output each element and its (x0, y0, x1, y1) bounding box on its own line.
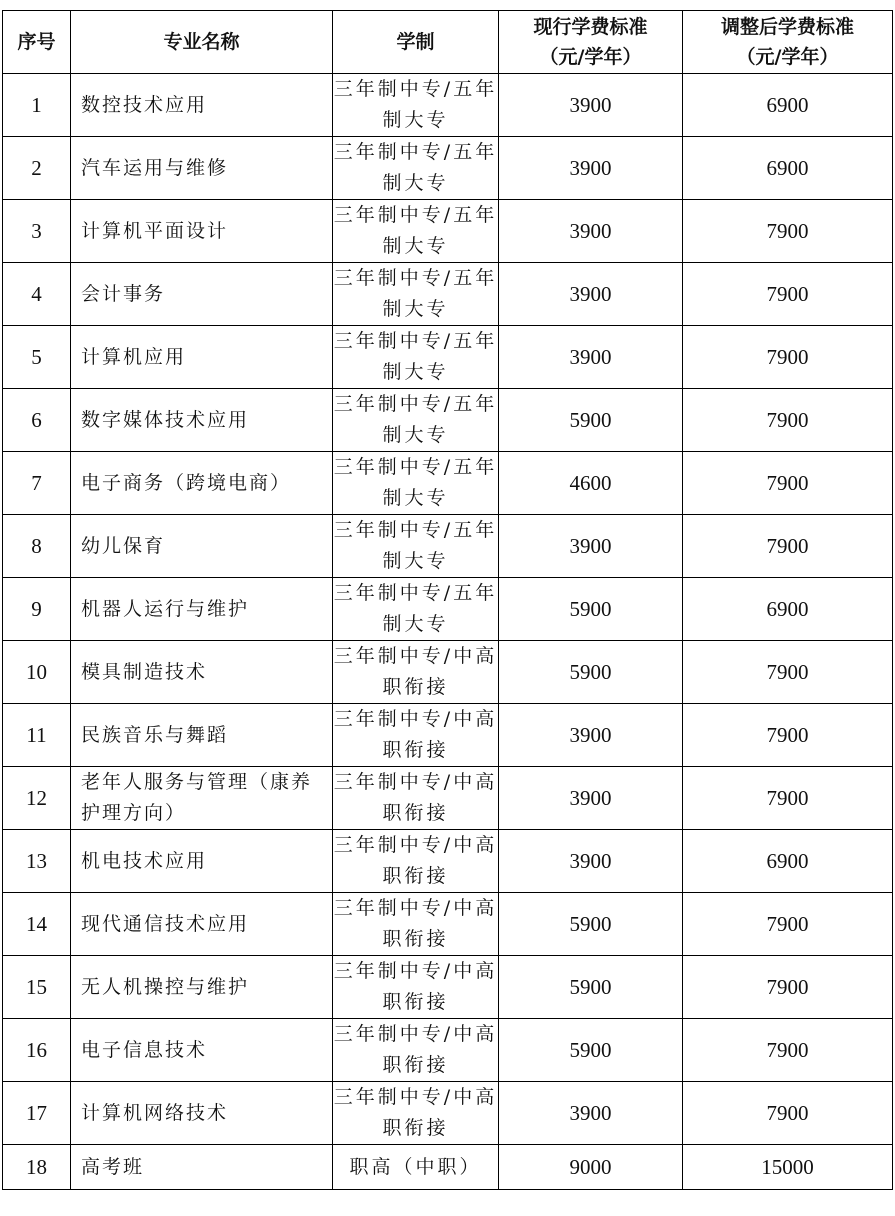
major-name: 无人机操控与维护 (71, 956, 333, 1019)
adjusted-fee: 7900 (683, 893, 893, 956)
current-fee: 4600 (499, 452, 683, 515)
adjusted-fee: 7900 (683, 515, 893, 578)
table-row (3, 893, 893, 956)
table-row (3, 452, 893, 515)
table-row (3, 389, 893, 452)
current-fee: 3900 (499, 200, 683, 263)
row-number: 2 (3, 137, 71, 200)
adjusted-fee: 7900 (683, 641, 893, 704)
major-name: 电子信息技术 (71, 1019, 333, 1082)
header-major: 专业名称 (71, 11, 333, 74)
study-system: 三年制中专/中高职衔接 (333, 641, 499, 704)
header-system: 学制 (333, 11, 499, 74)
adjusted-fee: 7900 (683, 326, 893, 389)
adjusted-fee: 7900 (683, 200, 893, 263)
row-number: 1 (3, 74, 71, 137)
header-no: 序号 (3, 11, 71, 74)
adjusted-fee: 7900 (683, 1019, 893, 1082)
table-row (3, 515, 893, 578)
row-number: 14 (3, 893, 71, 956)
major-name: 机电技术应用 (71, 830, 333, 893)
current-fee: 3900 (499, 263, 683, 326)
table-row (3, 578, 893, 641)
study-system: 三年制中专/五年制大专 (333, 74, 499, 137)
table-row (3, 137, 893, 200)
study-system: 职高（中职） (333, 1145, 499, 1190)
current-fee: 3900 (499, 137, 683, 200)
table-row (3, 956, 893, 1019)
table-row (3, 767, 893, 830)
study-system: 三年制中专/中高职衔接 (333, 956, 499, 1019)
major-name: 计算机网络技术 (71, 1082, 333, 1145)
study-system: 三年制中专/中高职衔接 (333, 830, 499, 893)
current-fee: 5900 (499, 389, 683, 452)
row-number: 4 (3, 263, 71, 326)
row-number: 18 (3, 1145, 71, 1190)
adjusted-fee: 15000 (683, 1145, 893, 1190)
major-name: 汽车运用与维修 (71, 137, 333, 200)
table-row (3, 641, 893, 704)
row-number: 10 (3, 641, 71, 704)
adjusted-fee: 7900 (683, 263, 893, 326)
header-current-fee: 现行学费标准 （元/学年） (499, 11, 683, 74)
table-row (3, 326, 893, 389)
study-system: 三年制中专/五年制大专 (333, 263, 499, 326)
table-row (3, 704, 893, 767)
adjusted-fee: 7900 (683, 389, 893, 452)
current-fee: 3900 (499, 1082, 683, 1145)
table-row (3, 263, 893, 326)
current-fee: 5900 (499, 1019, 683, 1082)
row-number: 16 (3, 1019, 71, 1082)
current-fee: 3900 (499, 74, 683, 137)
study-system: 三年制中专/五年制大专 (333, 452, 499, 515)
study-system: 三年制中专/五年制大专 (333, 326, 499, 389)
row-number: 13 (3, 830, 71, 893)
major-name: 高考班 (71, 1145, 333, 1190)
major-name: 计算机平面设计 (71, 200, 333, 263)
row-number: 12 (3, 767, 71, 830)
adjusted-fee: 7900 (683, 704, 893, 767)
table-row (3, 74, 893, 137)
study-system: 三年制中专/五年制大专 (333, 137, 499, 200)
adjusted-fee: 6900 (683, 578, 893, 641)
current-fee: 5900 (499, 956, 683, 1019)
row-number: 5 (3, 326, 71, 389)
row-number: 15 (3, 956, 71, 1019)
major-name: 数字媒体技术应用 (71, 389, 333, 452)
current-fee: 5900 (499, 578, 683, 641)
header-adjusted-fee: 调整后学费标准 （元/学年） (683, 11, 893, 74)
major-name: 机器人运行与维护 (71, 578, 333, 641)
adjusted-fee: 7900 (683, 1082, 893, 1145)
current-fee: 5900 (499, 893, 683, 956)
table-row (3, 1019, 893, 1082)
adjusted-fee: 6900 (683, 137, 893, 200)
major-name: 会计事务 (71, 263, 333, 326)
adjusted-fee: 7900 (683, 956, 893, 1019)
table-row (3, 1145, 893, 1190)
study-system: 三年制中专/五年制大专 (333, 389, 499, 452)
study-system: 三年制中专/五年制大专 (333, 200, 499, 263)
current-fee: 9000 (499, 1145, 683, 1190)
table-row (3, 200, 893, 263)
current-fee: 3900 (499, 704, 683, 767)
study-system: 三年制中专/中高职衔接 (333, 893, 499, 956)
major-name: 现代通信技术应用 (71, 893, 333, 956)
study-system: 三年制中专/中高职衔接 (333, 1019, 499, 1082)
adjusted-fee: 6900 (683, 830, 893, 893)
adjusted-fee: 6900 (683, 74, 893, 137)
row-number: 9 (3, 578, 71, 641)
current-fee: 3900 (499, 326, 683, 389)
study-system: 三年制中专/中高职衔接 (333, 767, 499, 830)
row-number: 3 (3, 200, 71, 263)
row-number: 6 (3, 389, 71, 452)
row-number: 8 (3, 515, 71, 578)
current-fee: 5900 (499, 641, 683, 704)
study-system: 三年制中专/五年制大专 (333, 515, 499, 578)
table-row (3, 1082, 893, 1145)
row-number: 7 (3, 452, 71, 515)
row-number: 11 (3, 704, 71, 767)
current-fee: 3900 (499, 767, 683, 830)
adjusted-fee: 7900 (683, 767, 893, 830)
row-number: 17 (3, 1082, 71, 1145)
major-name: 民族音乐与舞蹈 (71, 704, 333, 767)
major-name: 幼儿保育 (71, 515, 333, 578)
study-system: 三年制中专/中高职衔接 (333, 704, 499, 767)
table-row (3, 830, 893, 893)
current-fee: 3900 (499, 830, 683, 893)
tuition-fee-table (2, 10, 893, 1190)
major-name: 电子商务（跨境电商） (71, 452, 333, 515)
major-name: 老年人服务与管理（康养护理方向） (71, 767, 333, 830)
major-name: 数控技术应用 (71, 74, 333, 137)
study-system: 三年制中专/中高职衔接 (333, 1082, 499, 1145)
major-name: 模具制造技术 (71, 641, 333, 704)
major-name: 计算机应用 (71, 326, 333, 389)
header-row (3, 11, 893, 74)
adjusted-fee: 7900 (683, 452, 893, 515)
current-fee: 3900 (499, 515, 683, 578)
study-system: 三年制中专/五年制大专 (333, 578, 499, 641)
